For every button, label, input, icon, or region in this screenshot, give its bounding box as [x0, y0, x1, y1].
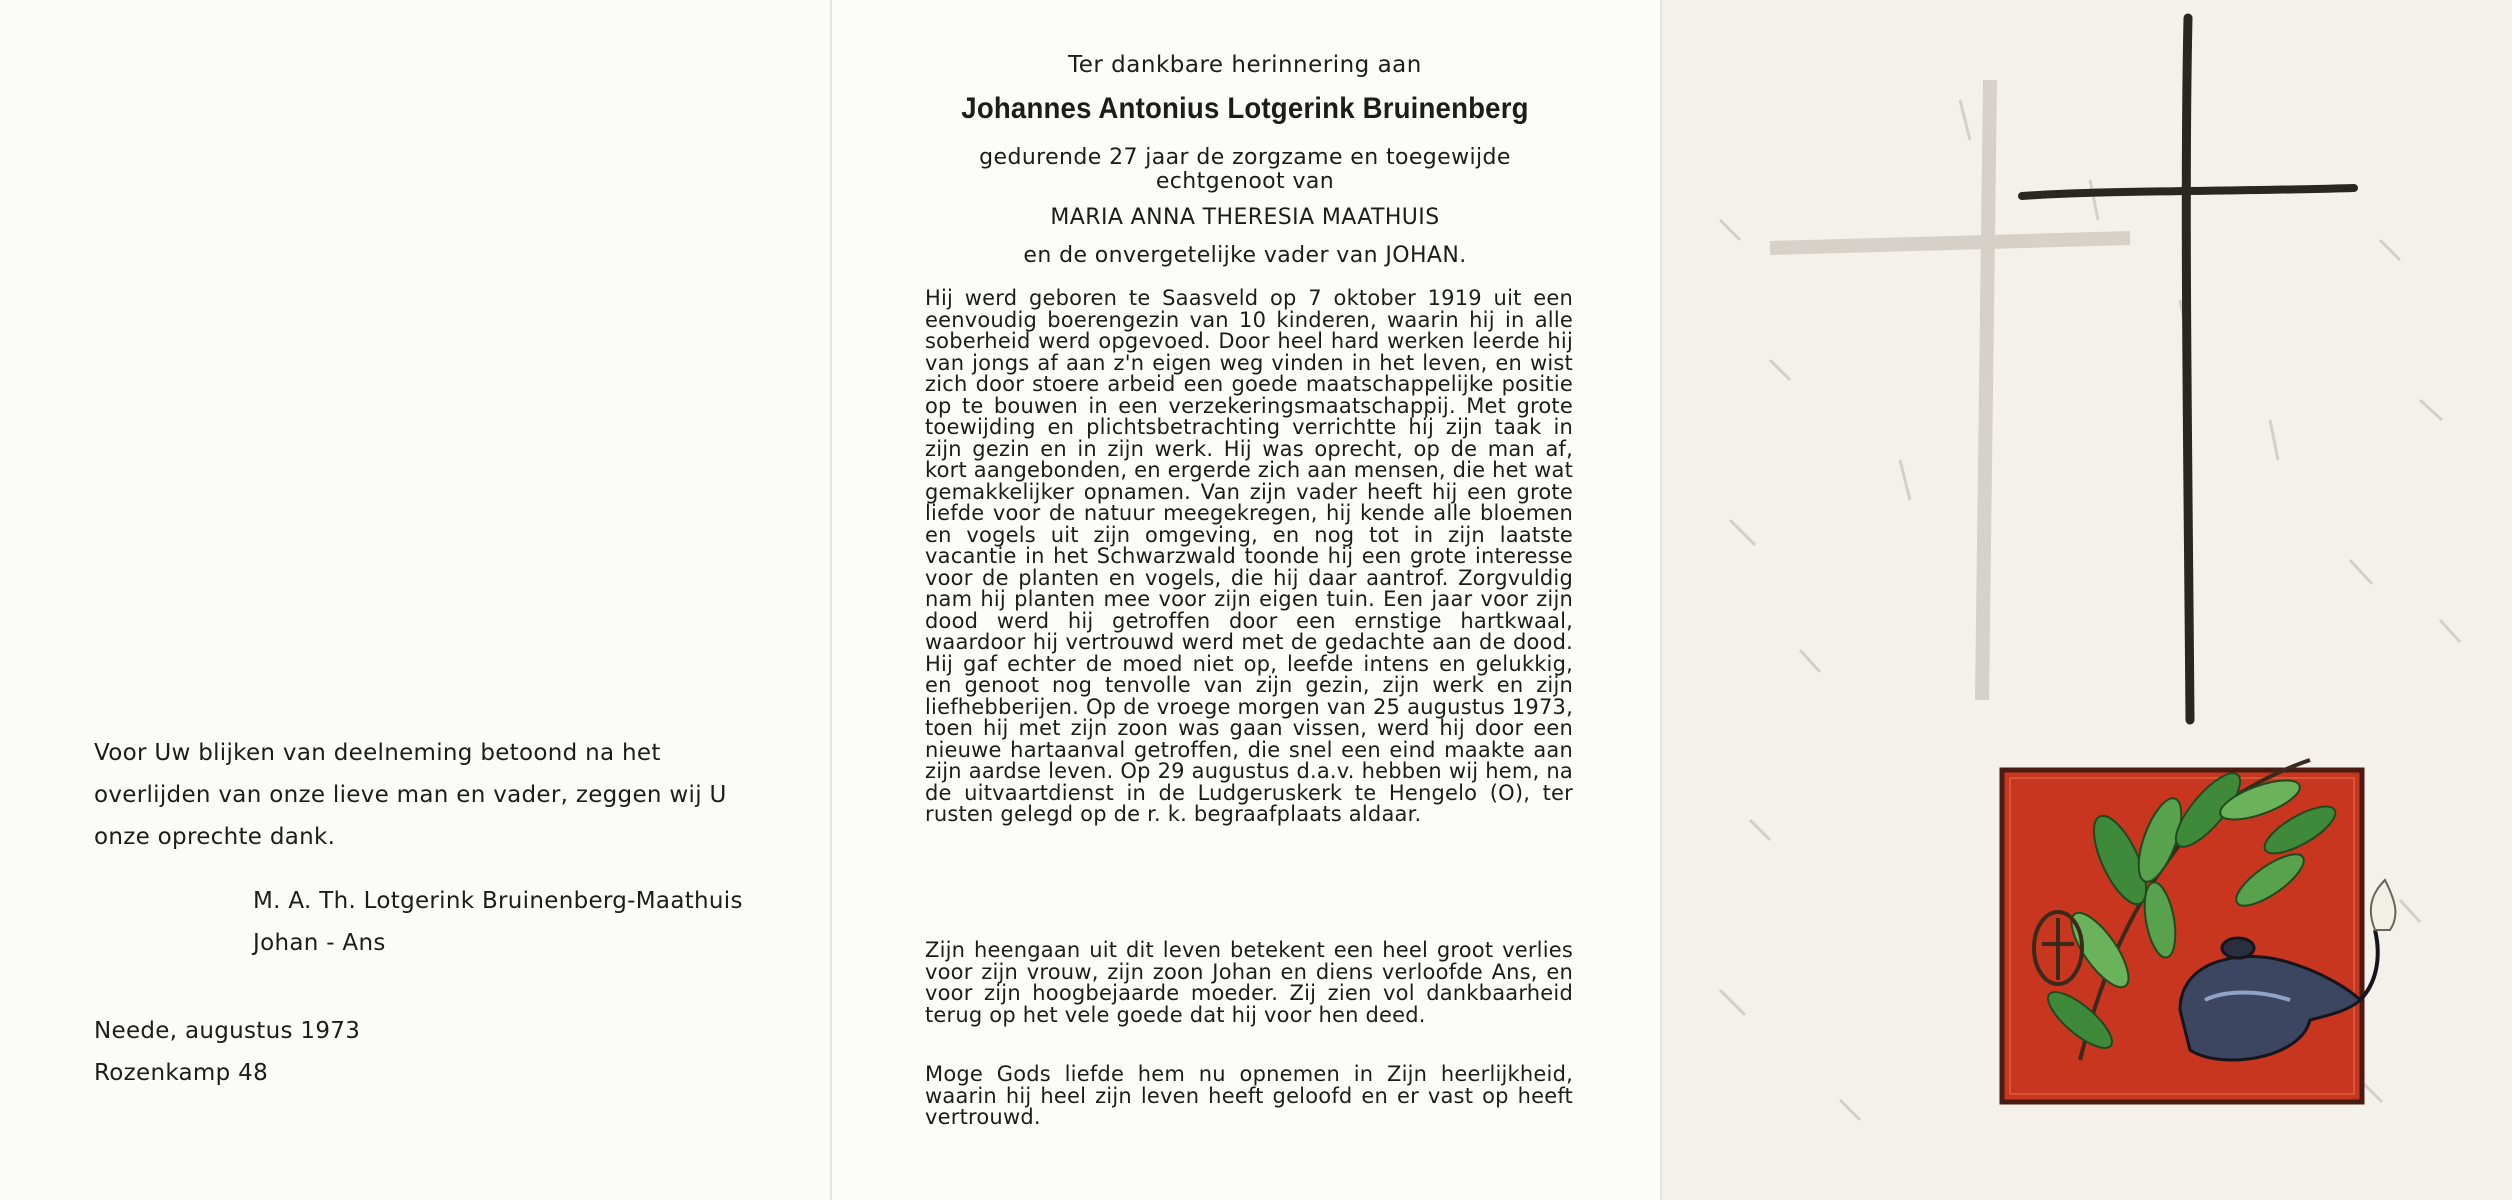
thanks-text: Voor Uw blijken van deelneming betoond na het overlijden van onze lieve man en vader, zeggen wij U onze oprechte dank.: [94, 740, 727, 850]
father-line: en de onvergetelijke vader van JOHAN.: [1023, 243, 1467, 268]
signature-name: M. A. Th. Lotgerink Bruinenberg-Maathuis: [253, 888, 743, 914]
address: Rozenkamp 48: [94, 1060, 269, 1086]
biography-paragraph: Zijn heengaan uit dit leven betekent een heel groot verlies voor zijn vrouw, zijn zoon Johan en diens verloofde Ans, en voor zijn hoogbejaarde moeder. Zij zien vol dankbaarheid terug op het vele goede dat hij voor hen deed.: [925, 938, 1573, 1027]
spouse-line-1: gedurende 27 jaar de zorgzame en toegewijde: [979, 145, 1511, 170]
cross-shadow: [1770, 80, 2130, 700]
biography-paragraph: Hij werd geboren te Saasveld op 7 oktober 1919 uit een eenvoudig boerengezin van 10 kinderen, waarin hij in alle soberheid werd opgevoed. Door heel hard werken leerde hij van jongs af aan z'n eigen weg vinden in het leven, en wist zich door stoere arbeid een goede maatschappelijke positie op te bouwen in een verzekeringsmaatschappij. Met grote toewijding en plichtsbetrachting verrichtte hij zijn taak in zijn gezin en in zijn werk. Hij was oprecht, op de man af, kort aangebonden, en ergerde zich aan mensen, die het wat gemakkelijker opnamen. Van zijn vader heeft hij een grote liefde voor de natuur meegekregen, hij kende alle bloemen en vogels uit zijn omgeving, en nog tot in zijn laatste vacantie in het Schwarzwald toonde hij een grote interesse voor de planten en vogels, die hij daar aantrof. Zorgvuldig nam hij planten mee voor zijn eigen tuin. Een jaar voor zijn dood werd hij getroffen door een ernstige hartkwaal, waardoor hij vertrouwd werd met de gedachte aan de dood. Hij gaf echter de moed niet op, leefde intens en gelukkig, en genoot nog tenvolle van zijn gezin, zijn werk en zijn liefhebberijen. Op de vroege morgen van 25 augustus 1973, toen hij met zijn zoon was gaan vissen, werd hij door een nieuwe hartaanval getroffen, die snel een eind maakte aan zijn aardse leven. Op 29 augustus d.a.v. hebben wij hem, na de uitvaartdienst in de Ludgeruskerk te Hengelo (O), ter rusten gelegd op de r. k. begraafplaats aldaar.: [925, 286, 1573, 826]
flame-icon: [2371, 880, 2396, 930]
intro-text: Ter dankbare herinnering aan: [1068, 52, 1422, 78]
deceased-name: Johannes Antonius Lotgerink Bruinenberg: [961, 92, 1529, 125]
signature: [253, 880, 773, 964]
signature-children: Johan - Ans: [253, 930, 386, 956]
place-date: Neede, augustus 1973: [94, 1018, 361, 1044]
place-date-block: [94, 1010, 494, 1094]
spouse-line-2: echtgenoot van: [1155, 169, 1335, 194]
fold-line: [830, 0, 832, 1200]
religious-illustration: [1660, 0, 2512, 1200]
biography-paragraph: Moge Gods liefde hem nu opnemen in Zijn heerlijkheid, waarin hij heel zijn leven heeft geloofd en er vast op heeft vertrouwd.: [925, 1062, 1573, 1129]
oil-lamp-painting: [2002, 760, 2395, 1102]
spouse-name: MARIA ANNA THERESIA MAATHUIS: [1050, 205, 1440, 230]
cross-icon: [2022, 18, 2354, 720]
